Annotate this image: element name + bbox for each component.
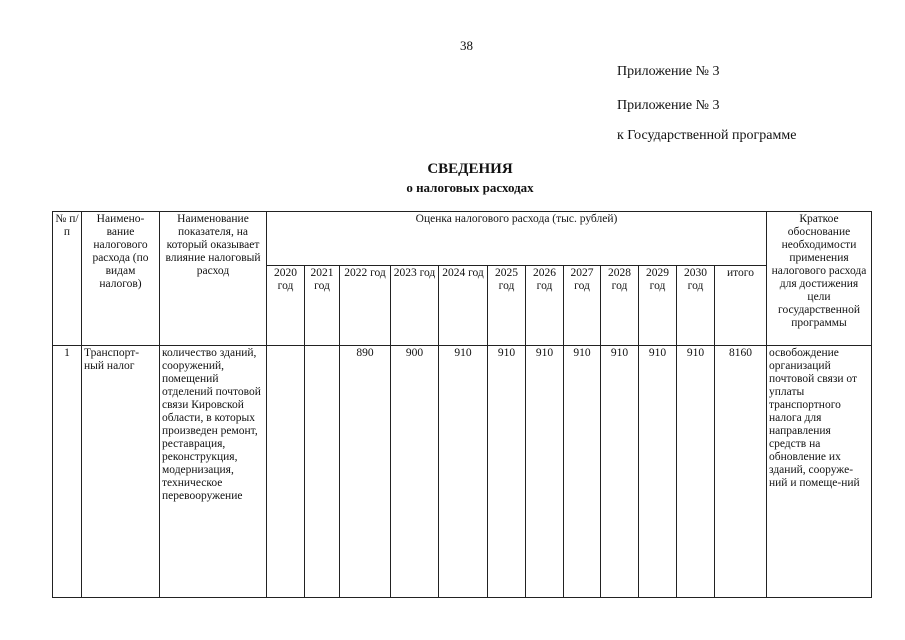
- row-value: 910: [488, 346, 526, 598]
- header-year: 2024 год: [439, 266, 488, 346]
- row-num: 1: [53, 346, 82, 598]
- header-name: Наимено-вание налогового расхода (по видам налогов): [82, 212, 160, 346]
- table-row: [53, 346, 872, 598]
- header-year: 2023 год: [391, 266, 439, 346]
- row-value: 910: [677, 346, 715, 598]
- header-year: 2030 год: [677, 266, 715, 346]
- header-indicator: Наименование показателя, на который оказывает влияние налоговый расход: [160, 212, 267, 346]
- tax-expense-table: [52, 211, 872, 598]
- header-total: итого: [715, 266, 767, 346]
- header-year: 2027 год: [564, 266, 601, 346]
- row-value: 910: [526, 346, 564, 598]
- row-justification: освобождение организаций почтовой связи от уплаты транспортного налога для направления средств на обновление их зданий, сооруже-ний и помеще-ний: [767, 346, 872, 598]
- row-tax-name: Транспорт-ный налог: [82, 346, 160, 598]
- header-estimate: Оценка налогового расхода (тыс. рублей): [267, 212, 767, 266]
- row-value: 890: [340, 346, 391, 598]
- appendix-line-2: Приложение № 3: [617, 98, 720, 113]
- row-value: 900: [391, 346, 439, 598]
- header-justification: Краткое обоснование необходимости применения налогового расхода для достижения цели государственной программы: [767, 212, 872, 346]
- header-year: 2029 год: [639, 266, 677, 346]
- appendix-line-3: к Государственной программе: [617, 128, 797, 143]
- header-num: № п/п: [53, 212, 82, 346]
- header-year: 2022 год: [340, 266, 391, 346]
- header-year: 2028 год: [601, 266, 639, 346]
- document-title: СВЕДЕНИЯ: [427, 161, 513, 177]
- row-value: 910: [439, 346, 488, 598]
- header-year: 2026 год: [526, 266, 564, 346]
- row-total: 8160: [715, 346, 767, 598]
- row-value: [305, 346, 340, 598]
- row-value: 910: [601, 346, 639, 598]
- row-indicator: количество зданий, сооружений, помещений отделений почтовой связи Кировской области, в которых произведен ремонт, реставрация, реконструкция, модернизация, техническое перевооружение: [160, 346, 267, 598]
- row-value: 910: [639, 346, 677, 598]
- appendix-line-1: Приложение № 3: [617, 64, 720, 79]
- document-subtitle: о налоговых расходах: [406, 180, 534, 195]
- header-year: 2025 год: [488, 266, 526, 346]
- page-number: 38: [460, 38, 473, 53]
- row-value: [267, 346, 305, 598]
- row-value: 910: [564, 346, 601, 598]
- header-year: 2021 год: [305, 266, 340, 346]
- header-year: 2020 год: [267, 266, 305, 346]
- header-row-1: [53, 212, 872, 266]
